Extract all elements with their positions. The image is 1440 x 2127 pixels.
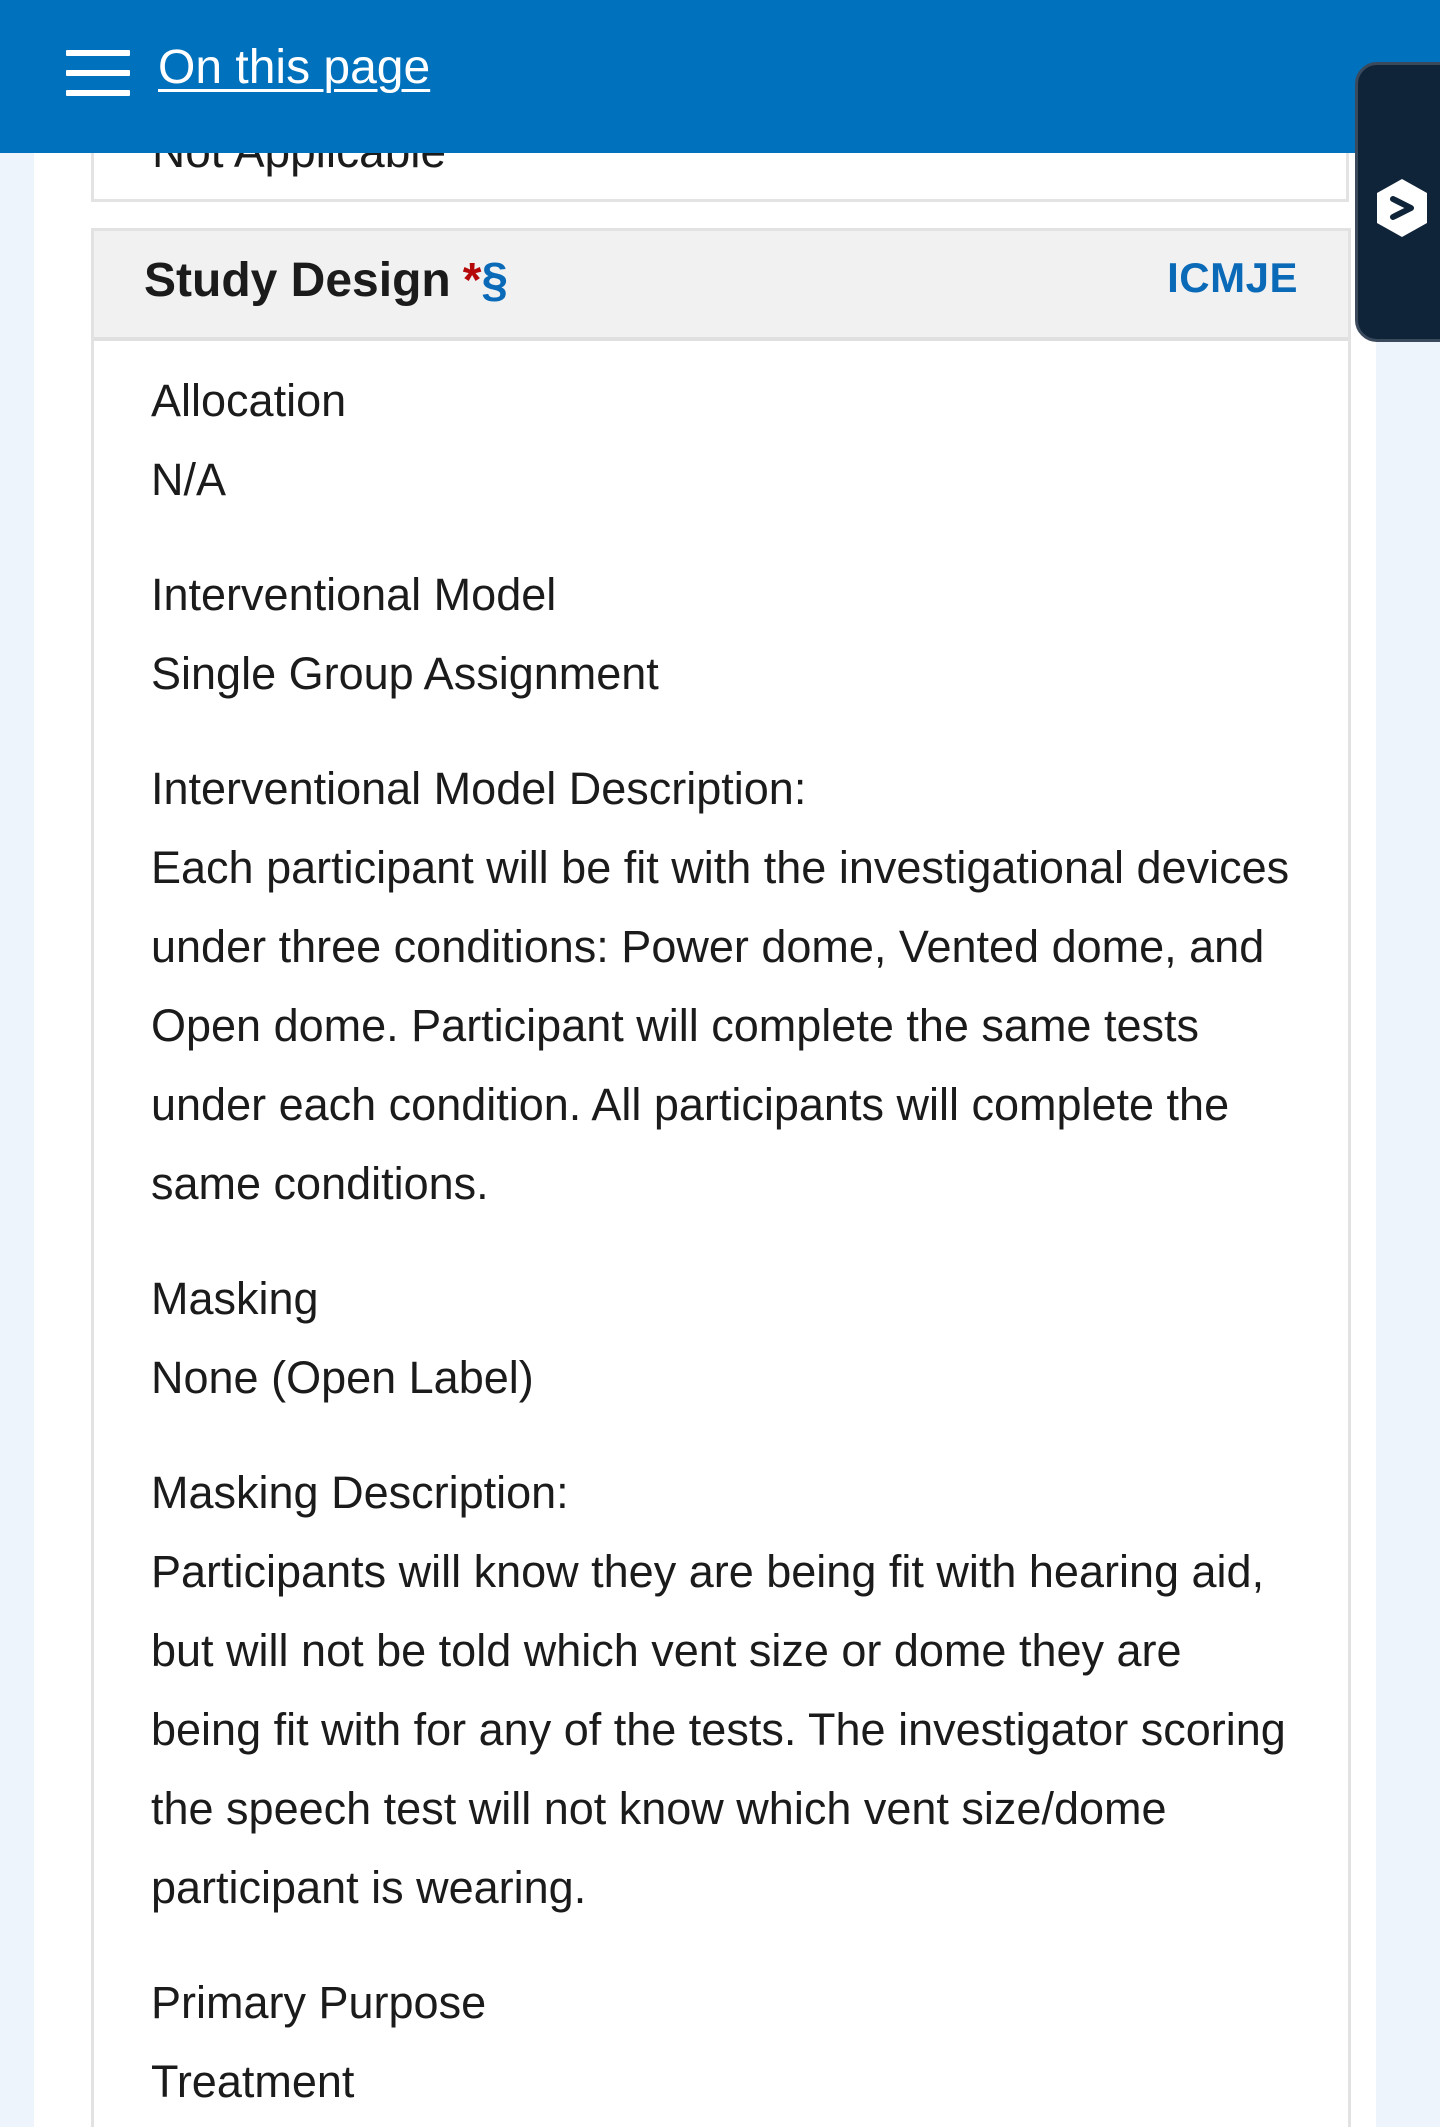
icmje-link[interactable]: ICMJE <box>1167 254 1298 301</box>
masking-value: None (Open Label) <box>151 1352 534 1403</box>
primary-purpose-value: Treatment <box>151 2056 355 2107</box>
share-arrow-icon <box>1374 177 1430 239</box>
hamburger-menu-icon[interactable] <box>66 50 130 96</box>
allocation-field <box>151 361 1301 519</box>
side-share-tab[interactable] <box>1355 62 1440 342</box>
study-design-title <box>144 253 508 308</box>
masking-description-value: Participants will know they are being fit with hearing aid, but will not be told which vent size or dome they are being fit with for any of the tests. The investigator scoring the speech test will not know which vent size/dome participant is wearing. <box>151 1546 1286 1913</box>
required-marker: * <box>462 254 482 307</box>
interventional-model-value: Single Group Assignment <box>151 648 659 699</box>
interventional-model-description-label: Interventional Model Description: <box>151 763 807 814</box>
study-design-title-text: Study Design <box>144 254 451 307</box>
on-this-page-link[interactable]: On this page <box>158 41 431 94</box>
section-marker-link[interactable]: § <box>481 254 509 307</box>
primary-purpose-field <box>151 1963 1301 2121</box>
interventional-model-description-field <box>151 749 1301 1223</box>
page-margin-left <box>0 0 34 2127</box>
interventional-model-label: Interventional Model <box>151 569 557 620</box>
interventional-model-description-value: Each participant will be fit with the investigational devices under three conditions: Power dome, Vented dome, and Open dome. Participant will complete the same tests under each condition. All participants will complete the same conditions. <box>151 842 1290 1209</box>
masking-description-label: Masking Description: <box>151 1467 569 1518</box>
study-design-body <box>151 361 1301 2121</box>
top-navigation-bar <box>0 0 1440 153</box>
study-design-header <box>94 231 1348 341</box>
study-design-card <box>91 228 1351 2127</box>
masking-label: Masking <box>151 1273 319 1324</box>
allocation-label: Allocation <box>151 375 347 426</box>
allocation-value: N/A <box>151 454 227 505</box>
masking-description-field <box>151 1453 1301 1927</box>
primary-purpose-label: Primary Purpose <box>151 1977 487 2028</box>
masking-field <box>151 1259 1301 1417</box>
interventional-model-field <box>151 555 1301 713</box>
